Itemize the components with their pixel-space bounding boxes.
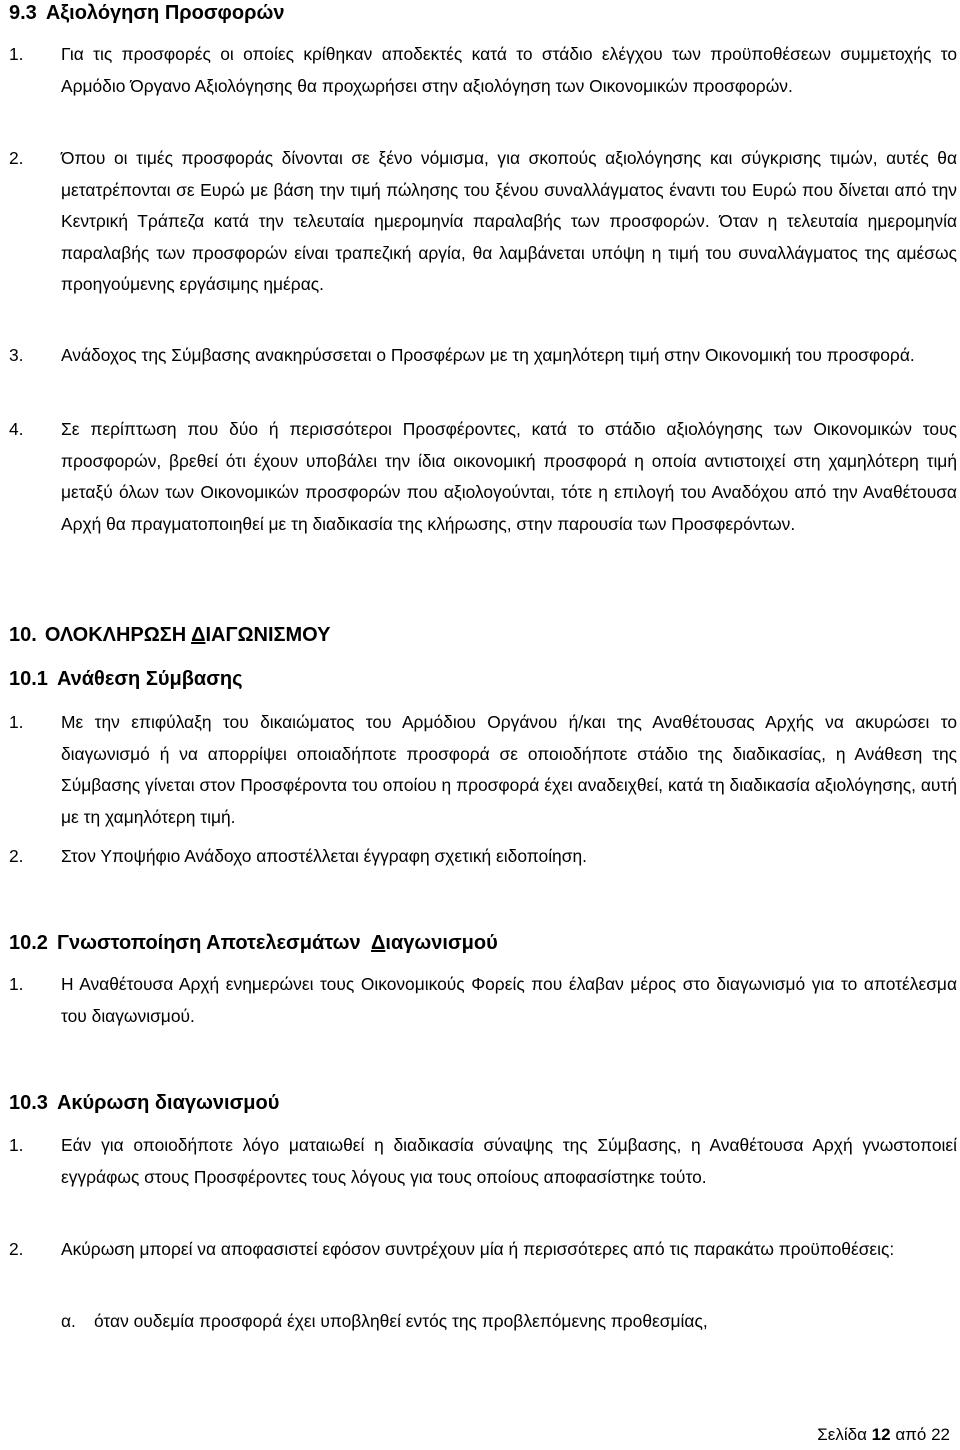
item-text: Ανάδοχος της Σύμβασης ανακηρύσσεται ο Προσφέρων με τη χαμηλότερη τιμή στην Οικονομική του προσφορά.	[61, 345, 915, 365]
chapter-title-part: ΟΛΟΚΛΗΡΩΣΗ	[44, 624, 192, 646]
section-title: Ακύρωση διαγωνισμού	[56, 1092, 280, 1114]
item-text: Με την επιφύλαξη του δικαιώματος του Αρμόδιου Οργάνου ή/και της Αναθέτουσας Αρχής να ακυρώσει το διαγωνισμό ή να απορρίψει οποιαδήποτε προσφορά σε οποιοδήποτε στάδιο της διαδικασίας, η Ανάθεση της Σύμβασης γίνεται στον Προσφέροντα του οποίου η προσφορά έχει αναδειχθεί, κατά τη διαδικασία αξιολόγησης, αυτή με τη χαμηλότερη τιμή.	[61, 712, 957, 827]
chapter-title	[45, 624, 331, 646]
list-item	[9, 969, 957, 1032]
item-number: 1.	[9, 44, 24, 64]
list-item	[9, 143, 957, 301]
item-number: 4.	[9, 419, 24, 439]
chapter-number: 10.	[9, 624, 37, 646]
item-text: Σε περίπτωση που δύο ή περισσότεροι Προσφέροντες, κατά το στάδιο αξιολόγησης των Οικονομικών τους προσφορών, βρεθεί ότι έχουν υποβάλει την ίδια οικονομική προσφορά η οποία αντιστοιχεί στη χαμηλότερη τιμή μεταξύ όλων των Οικονομικών προσφορών που αξιολογούνται, τότε η επιλογή του Αναδόχου από την Αναθέτουσα Αρχή θα πραγματοποιηθεί με τη διαδικασία της κλήρωσης, στην παρουσία των Προσφερόντων.	[61, 419, 957, 534]
page-footer	[817, 1424, 950, 1446]
section-number: 10.1	[9, 668, 48, 690]
sub-item-text: όταν ουδεμία προσφορά έχει υποβληθεί εντός της προβλεπόμενης προθεσμίας,	[94, 1311, 708, 1331]
section-number: 10.3	[9, 1092, 48, 1114]
section-number: 10.2	[9, 932, 48, 954]
page-label: Σελίδα	[817, 1425, 867, 1444]
section-title-underlined-letter: Δ	[371, 932, 386, 954]
section-title: Αξιολόγηση Προσφορών	[45, 2, 285, 24]
item-number: 3.	[9, 345, 24, 365]
section-title-rest: ιαγωνισμού	[385, 932, 498, 954]
sub-item-letter: α.	[61, 1311, 76, 1331]
sub-list-item	[61, 1306, 957, 1338]
page-of: από	[895, 1425, 927, 1444]
list-item	[9, 707, 957, 833]
item-number: 1.	[9, 712, 24, 732]
list-item	[9, 1130, 957, 1193]
section-title	[57, 932, 498, 954]
list-item	[9, 1234, 957, 1266]
section-number: 9.3	[9, 2, 37, 24]
item-number: 2.	[9, 1239, 24, 1259]
section-title: Ανάθεση Σύμβασης	[56, 668, 243, 690]
list-item	[9, 340, 957, 372]
item-text: Για τις προσφορές οι οποίες κρίθηκαν αποδεκτές κατά το στάδιο ελέγχου των προϋποθέσεων συμμετοχής το Αρμόδιο Όργανο Αξιολόγησης θα προχωρήσει στην αξιολόγηση των Οικονομικών προσφορών.	[61, 44, 957, 96]
chapter-title-underlined-letter: Δ	[191, 624, 206, 646]
page-total: 22	[931, 1425, 950, 1444]
page-current: 12	[871, 1425, 891, 1444]
section-heading-10-3	[9, 1091, 279, 1115]
item-text: Ακύρωση μπορεί να αποφασιστεί εφόσον συντρέχουν μία ή περισσότερες από τις παρακάτω προϋποθέσεις:	[61, 1239, 895, 1259]
item-number: 1.	[9, 1135, 24, 1155]
item-text: Στον Υποψήφιο Ανάδοχο αποστέλλεται έγγραφη σχετική ειδοποίηση.	[61, 846, 587, 866]
section-title-part: Γνωστοποίηση Αποτελεσμάτων	[56, 932, 372, 954]
item-text: Εάν για οποιοδήποτε λόγο ματαιωθεί η διαδικασία σύναψης της Σύμβασης, η Αναθέτουσα Αρχή γνωστοποιεί εγγράφως στους Προσφέροντες τους λόγους για τους οποίους αποφασίστηκε τούτο.	[61, 1135, 957, 1187]
list-item	[9, 39, 957, 102]
item-text: Η Αναθέτουσα Αρχή ενημερώνει τους Οικονομικούς Φορείς που έλαβαν μέρος στο διαγωνισμό για το αποτέλεσμα του διαγωνισμού.	[61, 974, 957, 1026]
item-number: 2.	[9, 846, 24, 866]
item-number: 2.	[9, 148, 24, 168]
chapter-heading-10	[9, 623, 331, 647]
section-heading-9-3	[9, 1, 284, 25]
item-text: Όπου οι τιμές προσφοράς δίνονται σε ξένο νόμισμα, για σκοπούς αξιολόγησης και σύγκρισης τιμών, αυτές θα μετατρέπονται σε Ευρώ με βάση την τιμή πώλησης του ξένου συναλλάγματος έναντι του Ευρώ που δίνεται από την Κεντρική Τράπεζα κατά την τελευταία ημερομηνία παραλαβής των προσφορών. Όταν η τελευταία ημερομηνία παραλαβής των προσφορών είναι τραπεζική αργία, θα λαμβάνεται υπόψη η τιμή του συναλλάγματος της αμέσως προηγούμενης εργάσιμης ημέρας.	[61, 148, 957, 294]
item-number: 1.	[9, 974, 24, 994]
section-heading-10-1	[9, 667, 243, 691]
list-item	[9, 841, 957, 873]
list-item	[9, 414, 957, 540]
section-heading-10-2	[9, 931, 498, 955]
chapter-title-rest: ΙΑΓΩΝΙΣΜΟΥ	[205, 624, 331, 646]
